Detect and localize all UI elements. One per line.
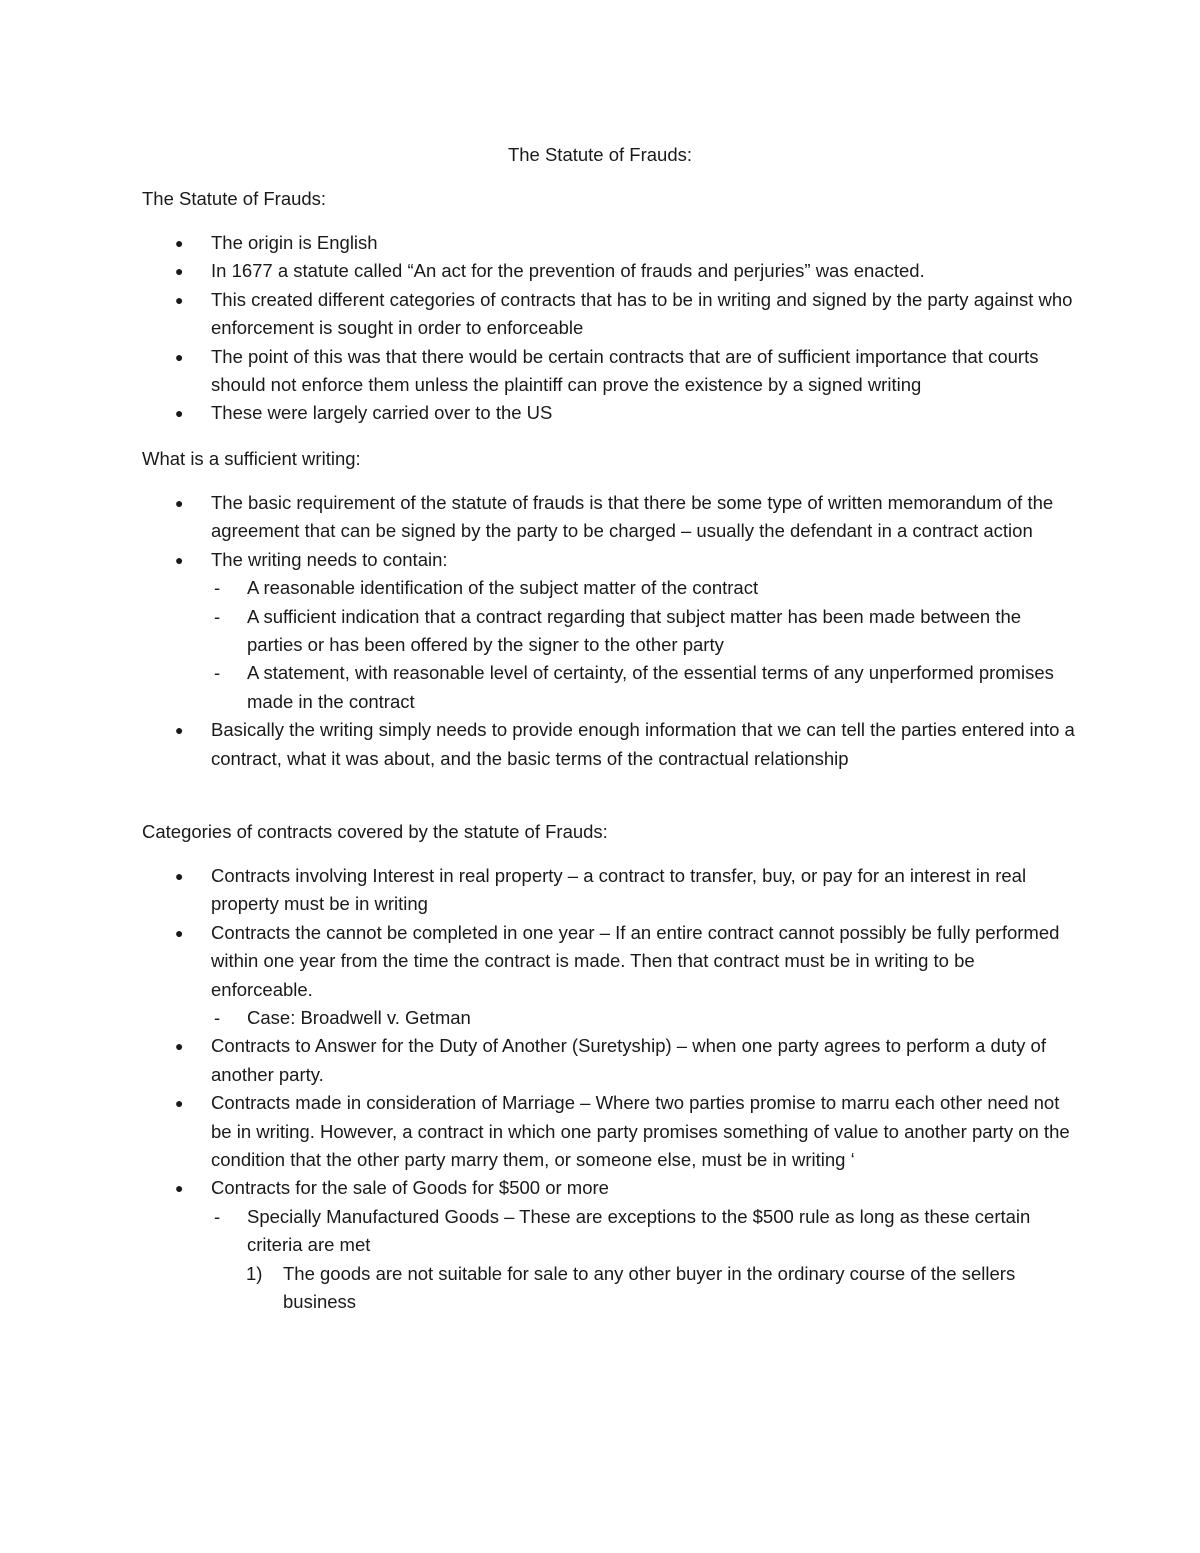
bullet-icon: ● [175,551,184,568]
list-item-text: The basic requirement of the statute of frauds is that there be some type of written memorandum of the agreement that can be signed by the party to be charged – usually the defendant in a contract action [211,492,1054,542]
list-item-text: Contracts the cannot be completed in one year – If an entire contract cannot possibly be fully performed within one year from the time the contract is made. Then that contract must be in writing to be enforceable. [211,921,1060,1000]
list-item [175,1032,1081,1089]
sub-list-item [214,1004,1077,1032]
sub-list-item [214,1203,1077,1260]
sub-list-item-text: Case: Broadwell v. Getman [247,1007,471,1029]
dash-icon: - [214,1205,221,1227]
dash-icon: - [214,662,221,684]
list-item-text: These were largely carried over to the US [211,402,553,424]
list-item-text: The point of this was that there would be certain contracts that are of sufficient importance that courts should not enforce them unless the plaintiff can prove the existence by a signed writing [211,345,1039,396]
bullet-list [0,489,1200,773]
list-item [175,716,1081,773]
bullet-icon: ● [175,868,184,884]
list-item-text: This created different categories of contracts that has to be in writing and signed by the party against who enforcement is sought in order to enforceable [211,288,1073,339]
bullet-icon: ● [175,405,184,422]
bullet-icon: ● [175,1038,184,1055]
bullet-list [0,862,1200,1317]
list-item [175,257,1081,285]
dash-icon: - [214,577,221,599]
list-item-text: The writing needs to contain: [211,548,448,570]
list-item [175,862,1081,919]
bullet-icon: ● [175,495,184,511]
list-item-text: Contracts involving Interest in real property – a contract to transfer, buy, or pay for an interest in real property must be in writing [211,865,1027,915]
list-item-text: Contracts to Answer for the Duty of Another (Suretyship) – when one party agrees to perform a duty of another party. [211,1035,1046,1085]
bullet-icon: ● [175,1095,184,1112]
sub-list-item-text: A sufficient indication that a contract regarding that subject matter has been made between the parties or has been offered by the signer to the other party [247,605,1022,656]
bullet-icon: ● [175,291,184,308]
list-item-text: Contracts made in consideration of Marriage – Where two parties promise to marru each other need not be in writing. However, a contract in which one party promises something of value to another party on the condition that the other party marry them, or someone else, must be in writing ‘ [211,1092,1070,1171]
section-heading: What is a sufficient writing: [142,448,361,469]
section-heading: Categories of contracts covered by the statute of Frauds: [142,821,608,842]
bullet-list [0,229,1200,428]
dash-icon: - [214,1007,221,1029]
list-item [175,919,1081,1004]
list-item-text: Contracts for the sale of Goods for $500 or more [211,1177,609,1199]
numbered-list-item [246,1260,1043,1317]
sub-list-item [214,603,1077,660]
list-item-text: Basically the writing simply needs to provide enough information that we can tell the parties entered into a contract, what it was about, and the basic terms of the contractual relationship [211,719,1075,769]
list-item-text: In 1677 a statute called “An act for the prevention of frauds and perjuries” was enacted. [211,260,925,282]
bullet-icon: ● [175,1180,184,1197]
list-item [175,1089,1081,1174]
bullet-icon: ● [175,924,184,941]
list-item [175,489,1081,546]
sub-list-item [214,659,1077,716]
dash-icon: - [214,605,221,627]
sub-list-item [214,574,1077,602]
document-title: The Statute of Frauds: [507,144,693,165]
numbered-list-item-text: The goods are not suitable for sale to any other buyer in the ordinary course of the sellers business [283,1262,1016,1313]
list-item [175,286,1081,343]
list-item [175,343,1081,400]
bullet-icon: ● [175,348,184,365]
list-item [175,546,1081,574]
list-item [175,1174,1081,1202]
bullet-icon: ● [175,235,184,251]
list-item-text: The origin is English [211,232,378,253]
sub-list-item-text: A reasonable identification of the subject matter of the contract [247,577,759,599]
section-heading: The Statute of Frauds: [142,188,327,209]
list-item [175,399,1081,427]
bullet-icon: ● [175,263,184,280]
sub-list-item-text: A statement, with reasonable level of certainty, of the essential terms of any unperformed promises made in the contract [247,662,1054,712]
bullet-icon: ● [175,722,184,739]
number-marker: 1) [246,1262,263,1284]
list-item [175,229,1081,257]
sub-list-item-text: Specially Manufactured Goods – These are exceptions to the $500 rule as long as these certain criteria are met [247,1205,1031,1256]
